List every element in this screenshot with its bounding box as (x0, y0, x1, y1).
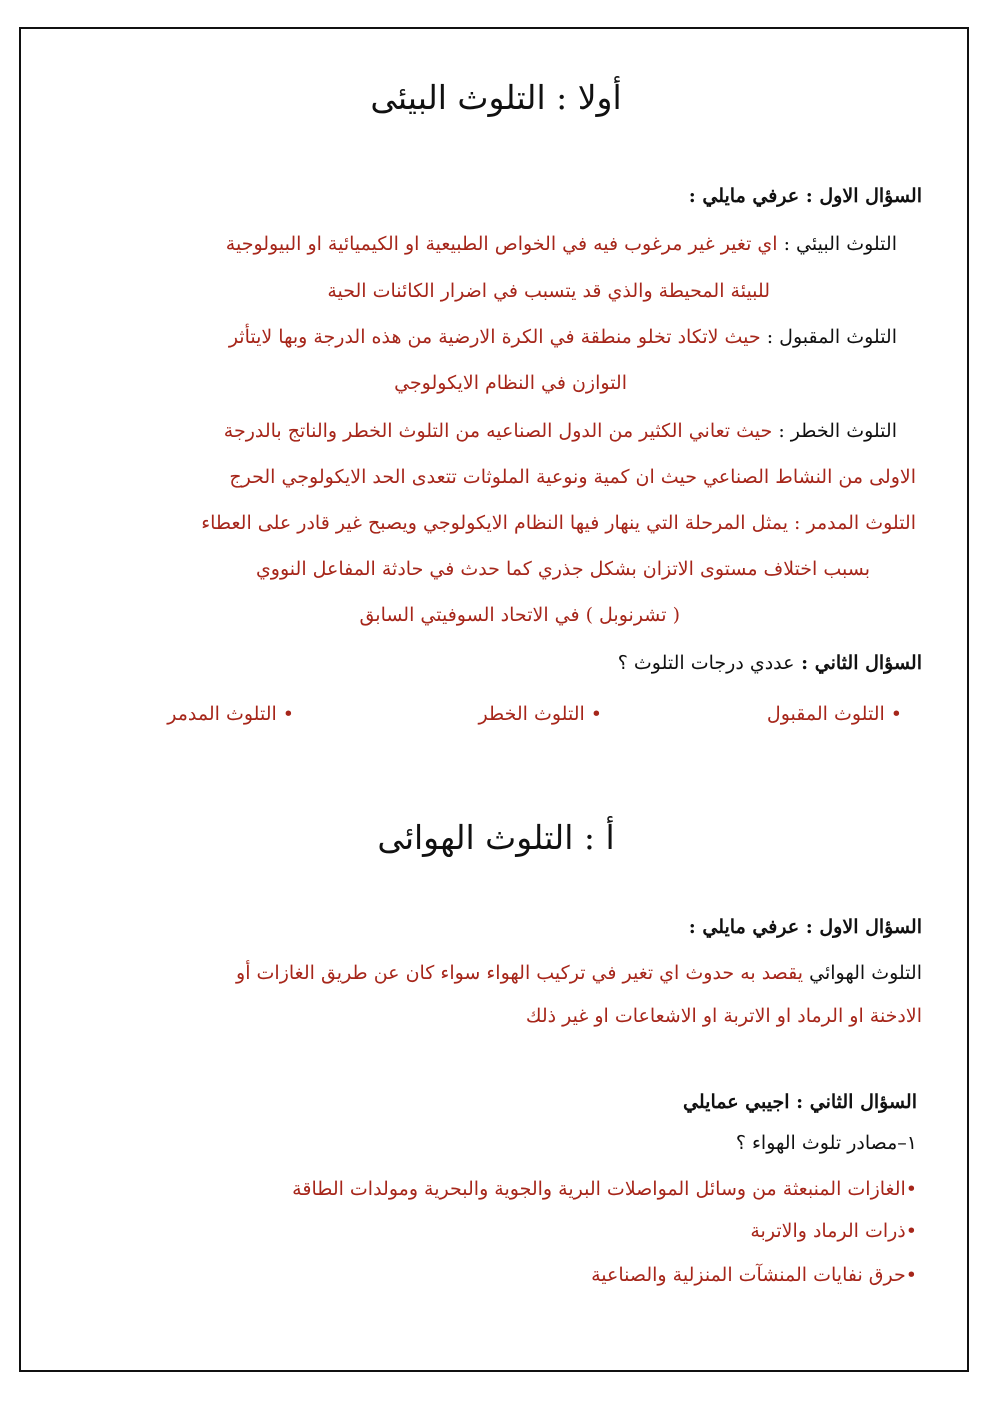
bullet-dot: • (890, 703, 902, 725)
definition-environmental-line2: للبيئة المحيطة والذي قد يتسبب في اضرار الكائنات الحية (327, 280, 770, 302)
term-air: التلوث الهوائي (809, 962, 922, 984)
definition-environmental-text1: اي تغير غير مرغوب فيه في الخواص الطبيعية او الكيميائية او البيولوجية (225, 233, 778, 255)
source-bullet-3 (591, 1264, 917, 1286)
definition-air-text1: يقصد به حدوث اي تغير في تركيب الهواء سواء كان عن طريق الغازات أو (236, 962, 804, 984)
section2-q2-sub: ١–مصادر تلوث الهواء ؟ (735, 1132, 917, 1154)
section1-q1-label: السؤال الاول : عرفي مايلي : (688, 185, 922, 207)
term-environmental: التلوث البيئي : (783, 233, 897, 255)
degree-label: التلوث المقبول (766, 703, 885, 725)
source-label: الغازات المنبعثة من وسائل المواصلات البرية والجوية والبحرية ومولدات الطاقة (292, 1178, 906, 1200)
source-bullet-1 (292, 1178, 917, 1200)
bullet-dot: • (905, 1178, 917, 1200)
section1-q2 (618, 652, 922, 674)
definition-acceptable-line2: التوازن في النظام الايكولوجي (394, 372, 627, 394)
degree-bullet-dangerous (479, 703, 602, 725)
term-dangerous: التلوث الخطر : (778, 420, 897, 442)
definition-destructive-line2: بسبب اختلاف مستوى الاتزان بشكل جذري كما حدث في حادثة المفاعل النووي (255, 558, 870, 580)
definition-dangerous-text1: حيث تعاني الكثير من الدول الصناعيه من التلوث الخطر والناتج بالدرجة (223, 420, 773, 442)
source-bullet-2 (750, 1220, 917, 1242)
bullet-dot: • (905, 1220, 917, 1242)
section1-title: أولا : التلوث البيئى (370, 78, 622, 117)
definition-dangerous-line1 (224, 420, 897, 442)
source-label: ذرات الرماد والاتربة (750, 1220, 906, 1242)
definition-air-line2: الادخنة او الرماد او الاتربة او الاشعاعات او غير ذلك (525, 1005, 922, 1027)
section1-q2-prompt: عددي درجات التلوث ؟ (617, 652, 795, 674)
section2-q1-label: السؤال الاول : عرفي مايلي : (688, 916, 922, 938)
degree-label: التلوث المدمر (167, 703, 277, 725)
bullet-dot: • (590, 703, 602, 725)
definition-destructive-text1: يمثل المرحلة التي ينهار فيها النظام الايكولوجي ويصبح غير قادر على العطاء (201, 512, 788, 534)
term-acceptable: التلوث المقبول : (766, 326, 897, 348)
definition-acceptable-line1 (229, 326, 897, 348)
bullet-dot: • (282, 703, 294, 725)
term-destructive: التلوث المدمر : (794, 512, 916, 534)
definition-dangerous-line2: الاولى من النشاط الصناعي حيث ان كمية ونوعية الملوثات تتعدى الحد الايكولوجي الحرج (229, 466, 916, 488)
definition-destructive-line1 (201, 512, 916, 534)
bullet-dot: • (905, 1264, 917, 1286)
definition-destructive-line3: ( تشرنوبل ) في الاتحاد السوفيتي السابق (359, 604, 680, 626)
degree-label: التلوث الخطر (478, 703, 585, 725)
degree-bullet-destructive (167, 703, 294, 725)
definition-environmental-line1 (226, 233, 897, 255)
section1-q2-label: السؤال الثاني : (801, 652, 922, 674)
source-label: حرق نفايات المنشآت المنزلية والصناعية (591, 1264, 906, 1286)
section2-title: أ : التلوث الهوائى (377, 818, 615, 857)
definition-air-line1 (236, 962, 922, 984)
page-border (19, 27, 969, 1372)
section2-q2-label: السؤال الثاني : اجيبي عمايلي (683, 1091, 917, 1113)
definition-acceptable-text1: حيث لاتكاد تخلو منطقة في الكرة الارضية من هذه الدرجة وبها لايتأثر (228, 326, 761, 348)
degree-bullet-acceptable (767, 703, 902, 725)
